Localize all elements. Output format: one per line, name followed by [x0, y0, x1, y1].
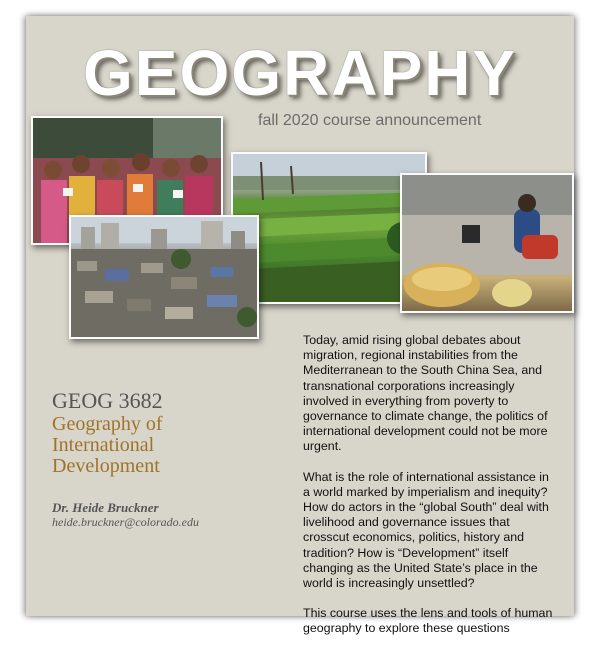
- description-paragraph-1: Today, amid rising global debates about migration, regional instabilities from the Mediterranean to the South China Sea, and transnational corporations increasingly involved in everything from poverty to governance to climate change, the politics of international development could not be more urgent.: [303, 333, 548, 454]
- instructor-name: Dr. Heide Bruckner: [52, 500, 159, 515]
- poster-subtitle: fall 2020 course announcement: [258, 112, 482, 129]
- instructor-email[interactable]: heide.bruckner@colorado.edu: [52, 515, 199, 529]
- farm-fields-photo: [231, 152, 427, 304]
- urban-slum-photo: [69, 215, 259, 339]
- course-code: GEOG 3682: [52, 388, 163, 413]
- description-paragraph-2: What is the role of international assistance in a world marked by imperialism and inequity? How do actors in the “global South” deal with livelihood and governance issues that crosscut economics, politics, history and tradition? How is “Development” itself changing as the United State’s place in the world is increasingly unsettled?: [303, 469, 549, 591]
- description-paragraph-3: This course uses the lens and tools of human geography to explore these questions: [303, 606, 553, 636]
- market-vendor-photo: [400, 173, 574, 313]
- course-title: Geography of International Development: [52, 413, 163, 477]
- poster-headline: GEOGRAPHY: [82, 37, 518, 109]
- course-poster: [26, 16, 574, 636]
- course-description: [303, 333, 559, 652]
